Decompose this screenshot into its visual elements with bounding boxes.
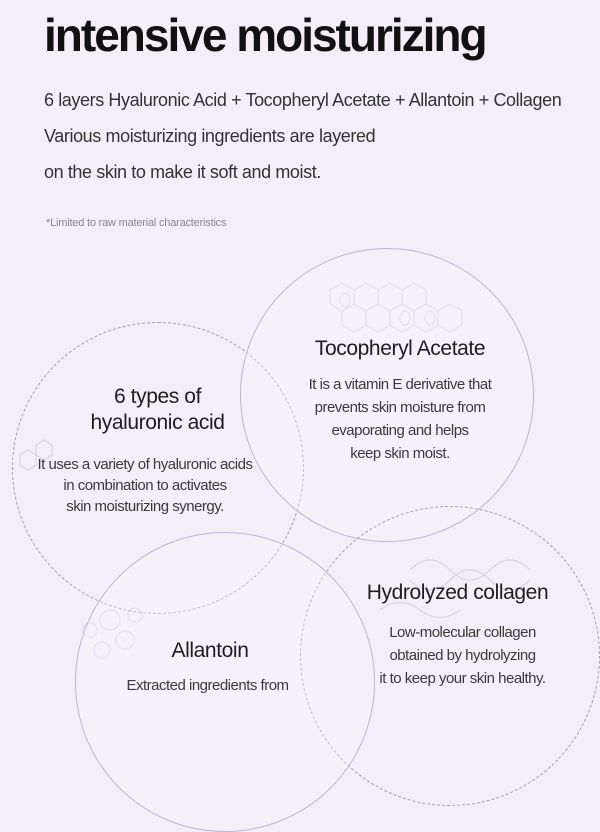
tocopheryl-text-line4: keep skin moist. [350,445,450,462]
allantoin-text-line1: Extracted ingredients from [126,677,289,694]
tocopheryl-title: Tocopheryl Acetate [314,337,486,360]
allantoin-title: Allantoin [171,639,249,662]
tocopheryl-text-line2: prevents skin moisture from [314,399,486,416]
collagen-text-line1: Low-molecular collagen [389,624,536,641]
hyaluronic-text-line2: in combination to activates [63,477,227,494]
hyaluronic-text-line3: skin moisturizing synergy. [66,498,224,515]
hyaluronic-title-line2: hyaluronic acid [90,411,225,434]
intro-line-1: 6 layers Hyaluronic Acid + Tocopheryl Acetate + Allantoin + Collagen [44,90,562,110]
intro-line-2: Various moisturizing ingredients are layered [44,126,376,146]
page-title: intensive moisturizing [44,9,486,61]
tocopheryl-text-line3: evaporating and helps [331,422,469,439]
tocopheryl-text-line1: It is a vitamin E derivative that [308,376,492,393]
collagen-text-line2: obtained by hydrolyzing [389,647,536,664]
intro-line-3: on the skin to make it soft and moist. [44,162,321,182]
hyaluronic-title-line1: 6 types of [113,385,202,408]
hyaluronic-text-line1: It uses a variety of hyaluronic acids [37,456,253,473]
footnote: *Limited to raw material characteristics [46,217,227,229]
collagen-text-line3: it to keep your skin healthy. [379,670,546,687]
collagen-title: Hydrolyzed collagen [366,581,549,604]
